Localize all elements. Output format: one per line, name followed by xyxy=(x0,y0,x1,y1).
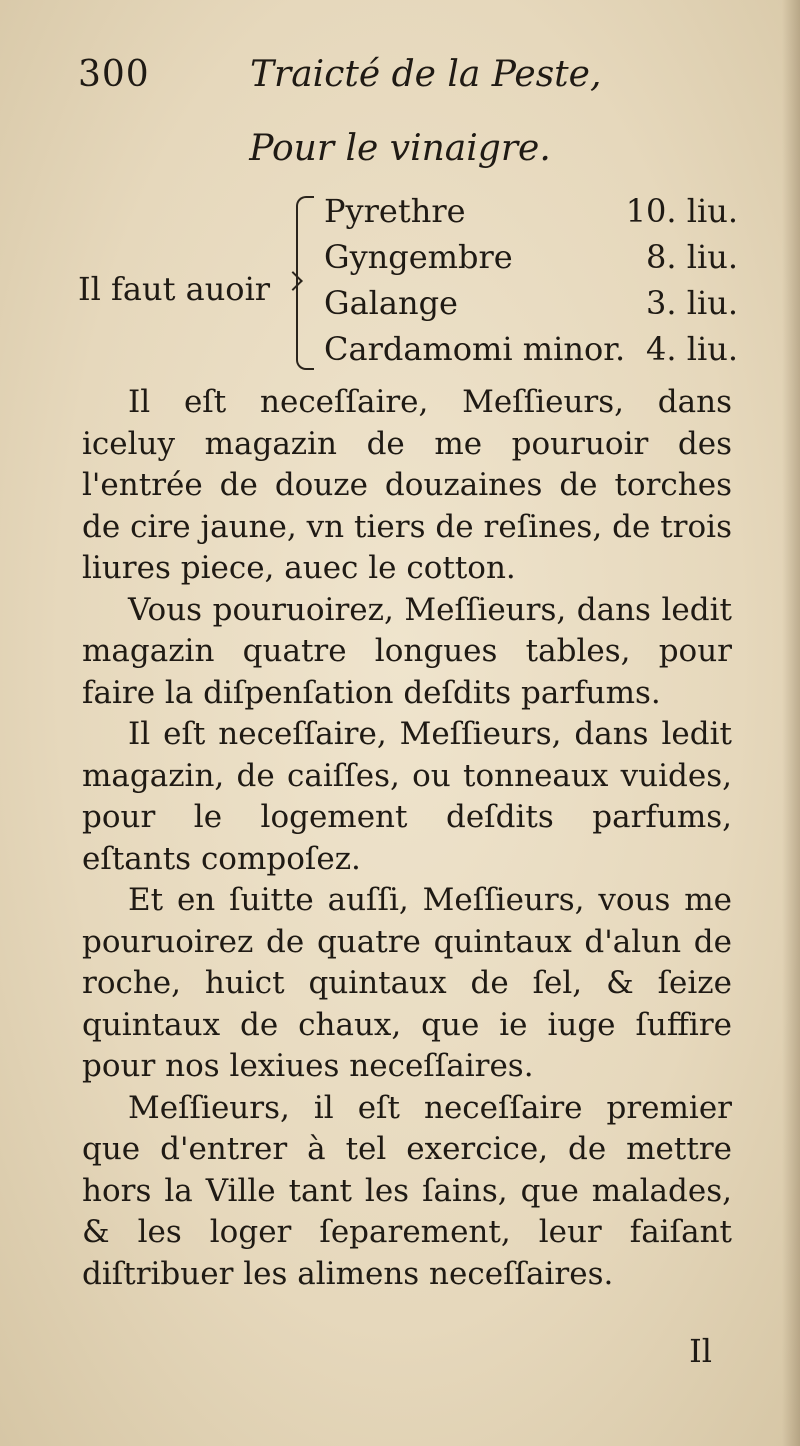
ingredient-quantity: 10. liu. xyxy=(625,192,738,230)
paragraph: Et en ſuitte auſſi, Meſſieurs, vous me pouruoirez de quatre quintaux d'alun de roche, huict quintaux de ſel, & ſeize quintaux de chaux, que ie iuge ſuffire pour nos lexiues neceſſaires. xyxy=(82,882,732,1084)
paragraph: Il eſt neceſſaire, Meſſieurs, dans iceluy magazin de me pouruoir des l'entrée de douze douzaines de torches de cire jaune, vn tiers de reſines, de trois liures piece, auec le cotton. xyxy=(82,384,732,586)
ingredient-list xyxy=(78,188,738,378)
ingredient-quantity: 3. liu. xyxy=(646,284,738,322)
page-edge-shadow xyxy=(782,0,800,1446)
catchword: Il xyxy=(689,1332,712,1370)
ingredient-list-label: Il faut auoir xyxy=(78,270,271,308)
ingredient-name: Galange xyxy=(324,284,458,322)
section-title: Pour le vinaigre. xyxy=(249,128,551,169)
ingredient-quantity: 8. liu. xyxy=(646,238,738,276)
ingredient-name: Pyrethre xyxy=(324,192,466,230)
body-text xyxy=(82,382,732,1295)
ingredient-quantity: 4. liu. xyxy=(646,330,738,368)
page-header xyxy=(78,50,718,100)
ingredient-name: Gyngembre xyxy=(324,238,513,276)
paragraph: Meſſieurs, il eſt neceſſaire premier que d'entrer à tel exercice, de mettre hors la Ville tant les ſains, que malades, & les loger ſeparement, leur faiſant diſtribuer les alimens neceſſaires. xyxy=(82,1089,732,1292)
running-title: Traicté de la Peste, xyxy=(250,54,602,95)
ingredient-name: Cardamomi minor. xyxy=(324,330,626,368)
paragraph: Il eſt neceſſaire, Meſſieurs, dans ledit magazin, de caiſſes, ou tonneaux vuides, pour le logement deſdits parfums, eſtants compoſez. xyxy=(82,716,732,877)
page-number: 300 xyxy=(78,54,150,95)
paragraph: Vous pouruoirez, Meſſieurs, dans ledit magazin quatre longues tables, pour faire la diſpenſation deſdits parfums. xyxy=(82,591,732,711)
